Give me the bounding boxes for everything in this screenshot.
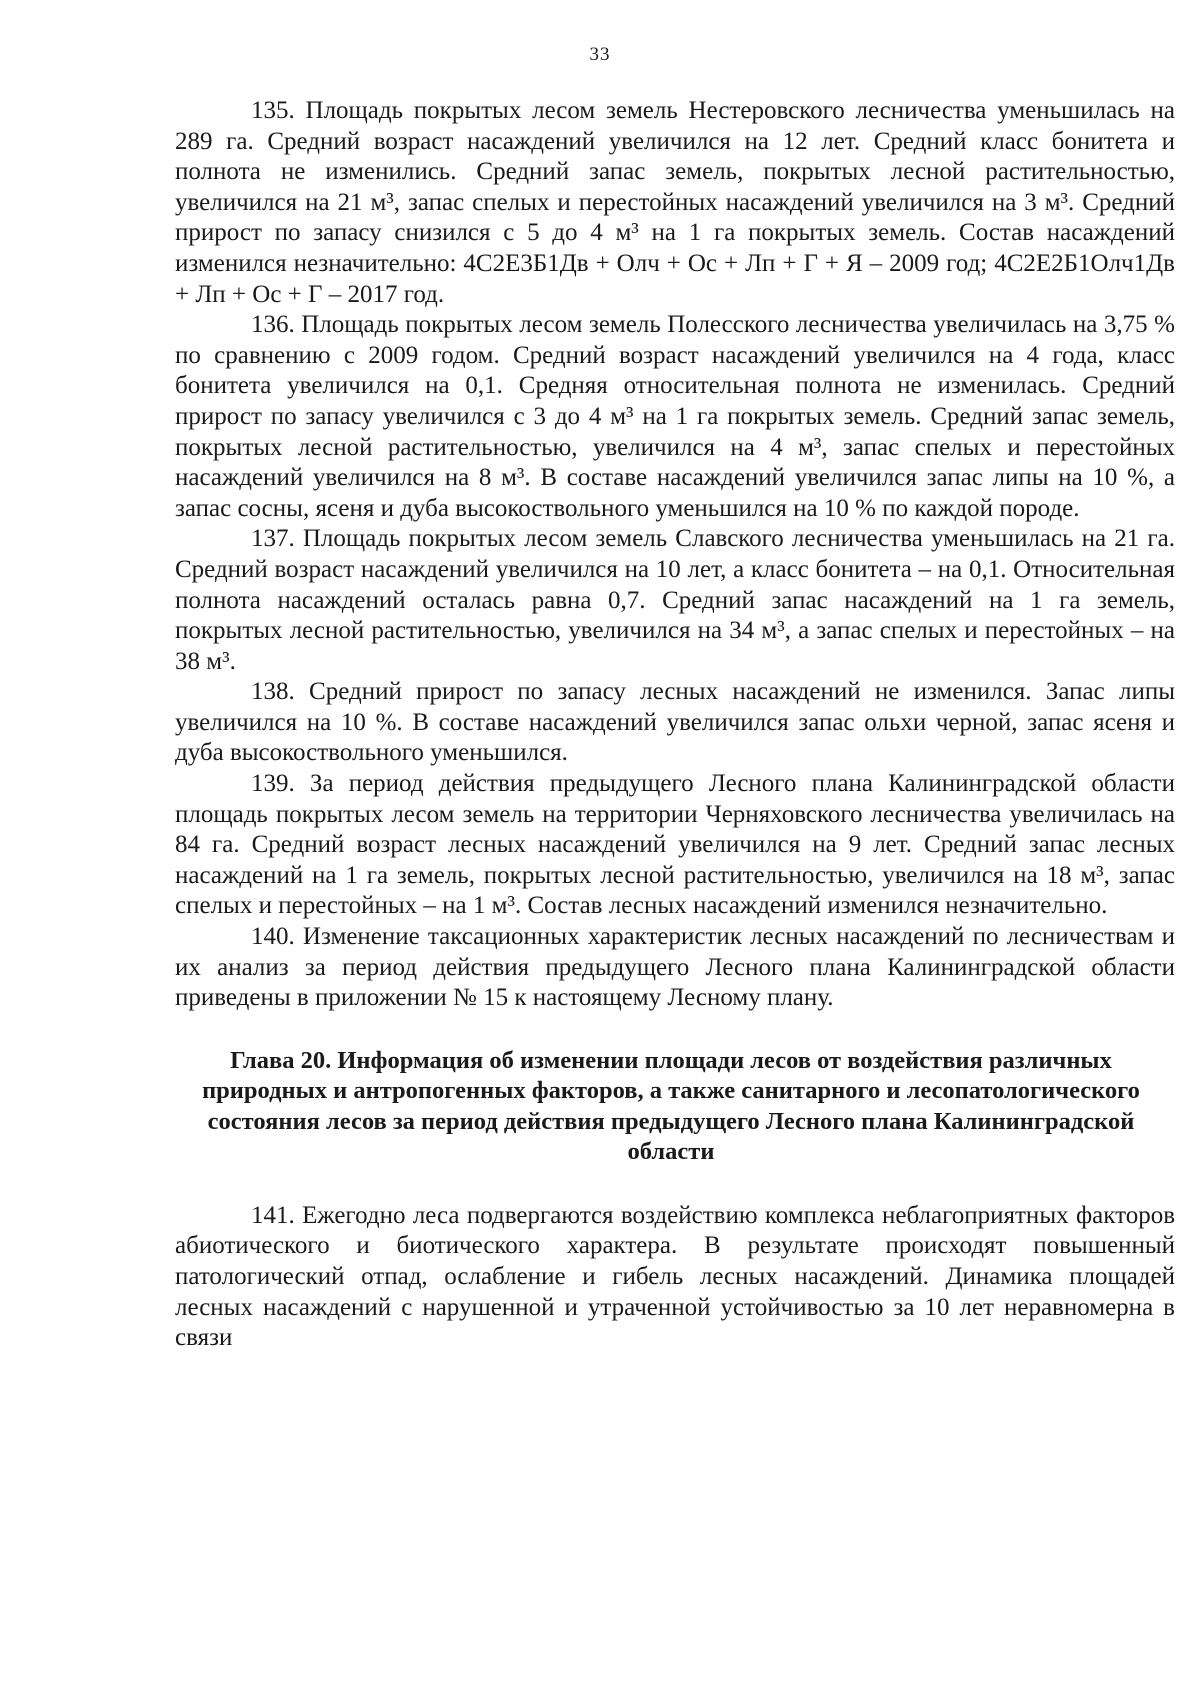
document-body [175, 96, 1175, 1354]
paragraph-135: 135. Площадь покрытых лесом земель Нестеровского лесничества уменьшилась на 289 га. Средний возраст насаждений увеличился на 12 лет. Средний класс бонитета и полнота не изменились. Средний запас земель, покрытых лесной растительностью, увеличился на 21 м³, запас спелых и перестойных насаждений увеличился на 3 м³. Средний прирост по запасу снизился с 5 до 4 м³ на 1 га покрытых земель. Состав насаждений изменился незначительно: 4С2Е3Б1Дв + Олч + Ос + Лп + Г + Я – 2009 год; 4С2Е2Б1Олч1Дв + Лп + Ос + Г – 2017 год. [175, 97, 1175, 308]
page-number: 33 [589, 44, 611, 65]
chapter-title: Глава 20. Информация об изменении площади лесов от воздействия различных природных и антропогенных факторов, а также санитарного и лесопатологического состояния лесов за период действия предыдущего Лесного плана Калининградской области [202, 1046, 1140, 1166]
paragraph-141: 141. Ежегодно леса подвергаются воздействию комплекса неблагоприятных факторов абиотического и биотического характера. В результате происходят повышенный патологический отпад, ослабление и гибель лесных насаждений. Динамика площадей лесных насаждений с нарушенной и утраченной устойчивостью за 10 лет неравномерна в связи [175, 1201, 1175, 1352]
paragraph-137: 137. Площадь покрытых лесом земель Славского лесничества уменьшилась на 21 га. Средний возраст насаждений увеличился на 10 лет, а класс бонитета – на 0,1. Относительная полнота насаждений осталась равна 0,7. Средний запас насаждений на 1 га земель, покрытых лесной растительностью, увеличился на 34 м³, а запас спелых и перестойных – на 38 м³. [175, 525, 1175, 675]
title-spacer [175, 1168, 1175, 1201]
paragraph-139: 139. За период действия предыдущего Лесного плана Калининградской области площадь покрытых лесом земель на территории Черняховского лесничества увеличилась на 84 га. Средний возраст лесных насаждений увеличился на 9 лет. Средний запас лесных насаждений на 1 га земель, покрытых лесной растительностью, увеличился на 18 м³, запас спелых и перестойных – на 1 м³. Состав лесных насаждений изменился незначительно. [175, 770, 1175, 920]
paragraph-138: 138. Средний прирост по запасу лесных насаждений не изменился. Запас липы увеличился на 10 %. В составе насаждений увеличился запас ольхи черной, запас ясеня и дуба высокоствольного уменьшился. [175, 678, 1175, 767]
paragraph-136: 136. Площадь покрытых лесом земель Полесского лесничества увеличилась на 3,75 % по сравнению с 2009 годом. Средний возраст насаждений увеличился на 4 года, класс бонитета увеличился на 0,1. Средняя относительная полнота не изменилась. Средний прирост по запасу увеличился с 3 до 4 м³ на 1 га покрытых земель. Средний запас земель, покрытых лесной растительностью, увеличился на 4 м³, запас спелых и перестойных насаждений увеличился на 8 м³. В составе насаждений увеличился запас липы на 10 %, а запас сосны, ясеня и дуба высокоствольного уменьшился на 10 % по каждой породе. [175, 311, 1175, 522]
paragraph-140: 140. Изменение таксационных характеристик лесных насаждений по лесничествам и их анализ за период действия предыдущего Лесного плана Калининградской области приведены в приложении № 15 к настоящему Лесному плану. [175, 923, 1175, 1012]
